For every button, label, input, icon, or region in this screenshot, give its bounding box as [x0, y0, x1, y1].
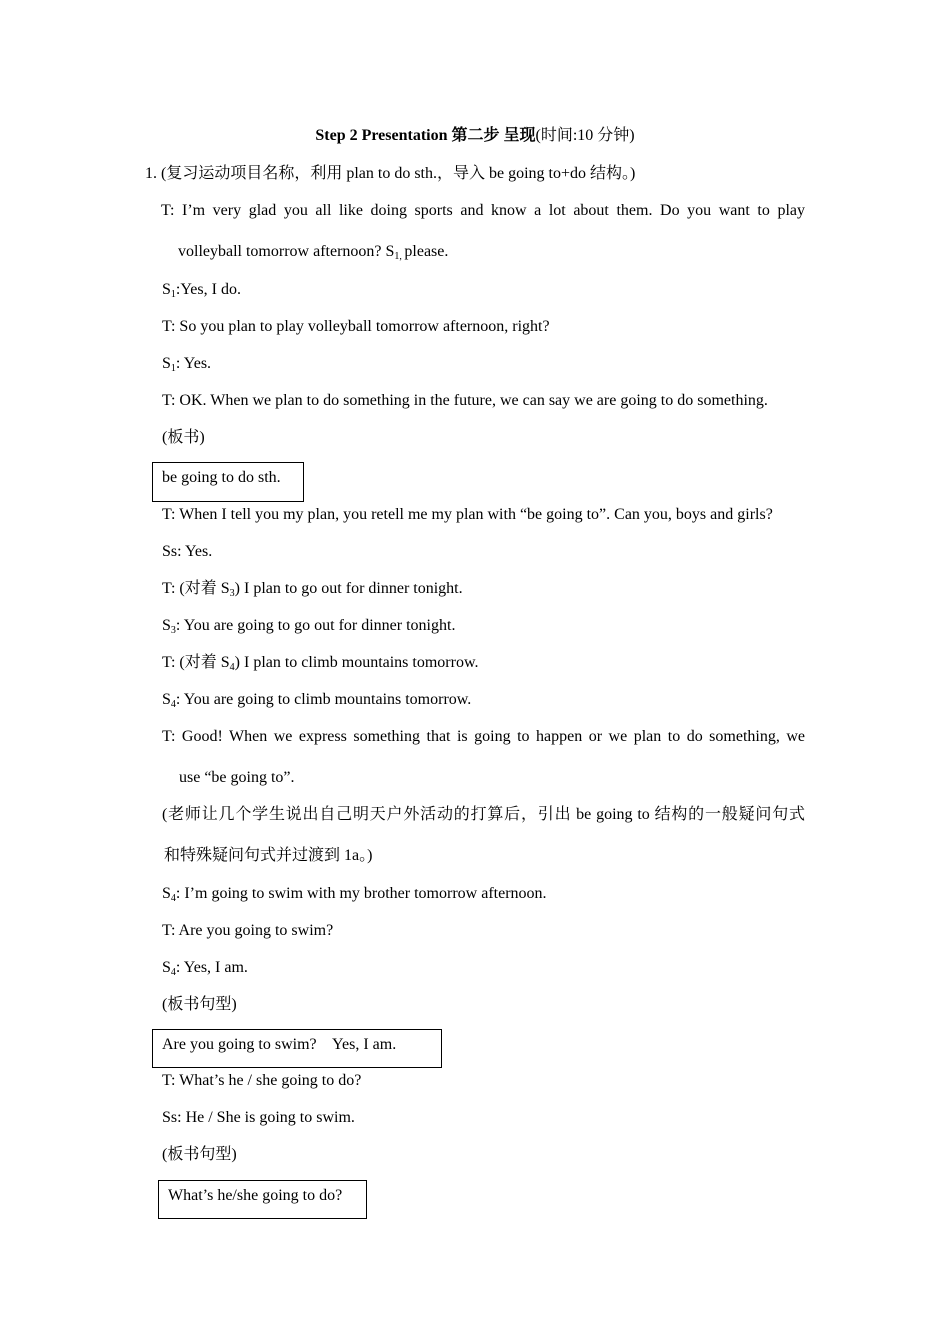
page-title: [0, 126, 950, 146]
board-note: (板书句型): [162, 1146, 237, 1163]
dialogue-line: T: What’s he / she going to do?: [162, 1072, 362, 1089]
dialogue-line: T: (对着 $S_4$) I plan to climb mountains tomorrow.: [162, 654, 479, 673]
dialogue-line: $S_4$: You are going to climb mountains tomorrow.: [162, 691, 472, 710]
dialogue-line: T: (对着 $S_3$) I plan to go out for dinner tonight.: [162, 580, 463, 599]
board-box-text: Are you going to swim? Yes, I am.: [162, 1036, 397, 1053]
dialogue-line: $S_1:Yes$, I do.: [162, 281, 241, 300]
dialogue-line: T: Are you going to swim?: [162, 922, 334, 939]
dialogue-line: T: So you plan to play volleyball tomorrow afternoon, right?: [162, 318, 550, 335]
dialogue-line: T: I’m very glad you all like doing sports and know a lot about them. Do you want to play: [161, 202, 805, 219]
board-box-text: be going to do sth.: [162, 469, 281, 486]
dialogue-line: T: Good! When we express something that is going to happen or we plan to do something, we: [162, 728, 805, 745]
dialogue-line: T: When I tell you my plan, you retell me my plan with “be going to”. Can you, boys and girls?: [162, 506, 773, 523]
teacher-note: 和特殊疑问句式并过渡到 1a。): [164, 847, 373, 864]
dialogue-line: $S_1$: Yes.: [162, 355, 212, 374]
dialogue-line: $S_4$: I’m going to swim with my brother tomorrow afternoon.: [162, 885, 547, 904]
dialogue-line: T: OK. When we plan to do something in the future, we can say we are going to do something.: [162, 392, 768, 409]
dialogue-line: Ss: He / She is going to swim.: [162, 1109, 355, 1126]
board-box: [152, 462, 304, 502]
title-time: (时间:10 分钟): [535, 127, 635, 144]
section-heading: 1. (复习运动项目名称，利用 plan to do sth.，导入 be going to+do 结构。): [145, 165, 636, 182]
dialogue-line: $S_3$: You are going to go out for dinner tonight.: [162, 617, 456, 636]
title-step: Step 2 Presentation 第二步 呈现: [315, 127, 536, 144]
dialogue-line: $S_4$: Yes, I am.: [162, 959, 248, 978]
board-note: (板书): [162, 429, 205, 446]
board-note: (板书句型): [162, 996, 237, 1013]
board-box: [152, 1029, 442, 1068]
dialogue-line: Ss: Yes.: [162, 543, 213, 560]
board-box: [158, 1180, 367, 1219]
teacher-note: (老师让几个学生说出自己明天户外活动的打算后，引出 be going to 结构的一般疑问句式: [162, 806, 805, 823]
dialogue-line: volleyball tomorrow afternoon? $S_{1,}$ please.: [178, 243, 449, 262]
board-box-text: What’s he/she going to do?: [168, 1187, 343, 1204]
dialogue-line: use “be going to”.: [179, 769, 295, 786]
